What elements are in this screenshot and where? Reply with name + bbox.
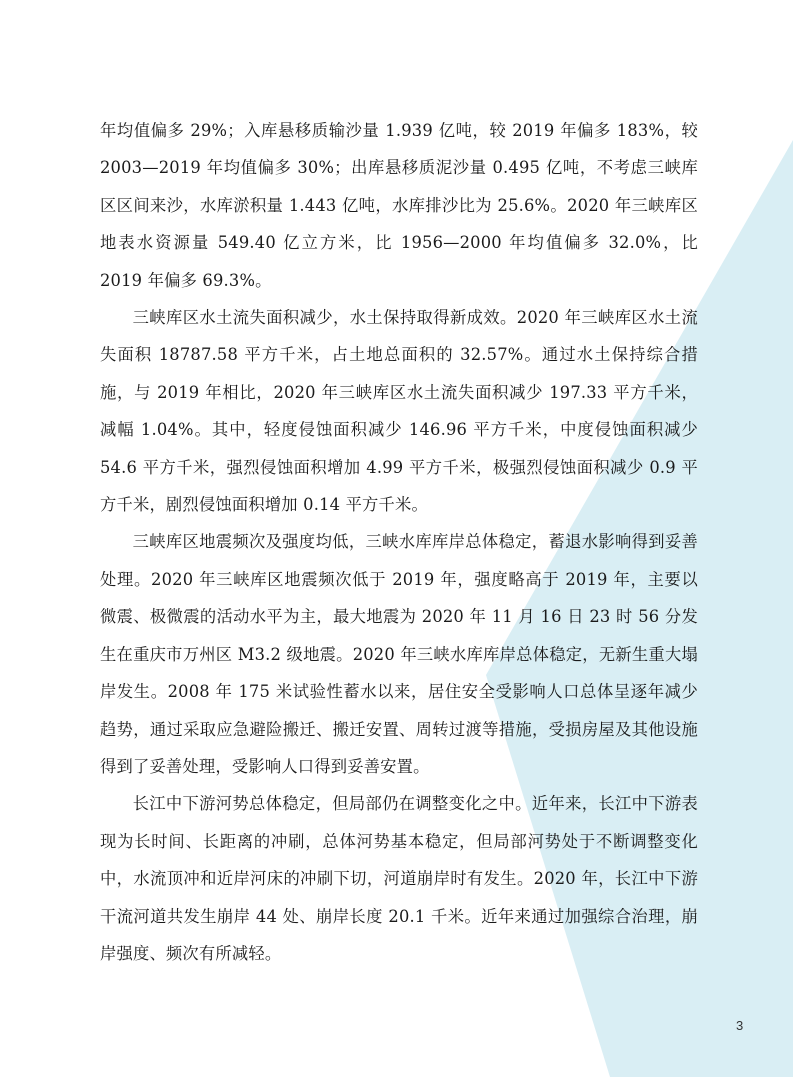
document-body [100,112,698,972]
paragraph-sediment-water-resources: 年均值偏多 29%；入库悬移质输沙量 1.939 亿吨，较 2019 年偏多 183%，较 2003—2019 年均值偏多 30%；出库悬移质泥沙量 0.495 亿吨，不考虑三峡库区区间来沙，水库淤积量 1.443 亿吨，水库排沙比为 25.6%。2020 年三峡库区地表水资源量 549.40 亿立方米，比 1956—2000 年均值偏多 32.0%，比 2019 年偏多 69.3%。 [100,121,698,290]
paragraph-river-regime: 长江中下游河势总体稳定，但局部仍在调整变化之中。近年来，长江中下游表现为长时间、长距离的冲刷，总体河势基本稳定，但局部河势处于不断调整变化中，水流顶冲和近岸河床的冲刷下切，河道崩岸时有发生。2020 年，长江中下游干流河道共发生崩岸 44 处、崩岸长度 20.1 千米。近年来通过加强综合治理，崩岸强度、频次有所减轻。 [100,794,698,963]
paragraph-earthquake-bank-stability: 三峡库区地震频次及强度均低，三峡水库库岸总体稳定，蓄退水影响得到妥善处理。2020 年三峡库区地震频次低于 2019 年，强度略高于 2019 年，主要以微震、极微震的活动水平为主，最大地震为 2020 年 11 月 16 日 23 时 56 分发生在重庆市万州区 M3.2 级地震。2020 年三峡水库库岸总体稳定，无新生重大塌岸发生。2008 年 175 米试验性蓄水以来，居住安全受影响人口总体呈逐年减少趋势，通过采取应急避险搬迁、搬迁安置、周转过渡等措施，受损房屋及其他设施得到了妥善处理，受影响人口得到妥善安置。 [100,532,698,776]
page-number: 3 [736,1018,744,1033]
paragraph-soil-erosion: 三峡库区水土流失面积减少，水土保持取得新成效。2020 年三峡库区水土流失面积 18787.58 平方千米，占土地总面积的 32.57%。通过水土保持综合措施，与 2019 年相比，2020 年三峡库区水土流失面积减少 197.33 平方千米，减幅 1.04%。其中，轻度侵蚀面积减少 146.96 平方千米，中度侵蚀面积减少 54.6 平方千米，强烈侵蚀面积增加 4.99 平方千米，极强烈侵蚀面积减少 0.9 平方千米，剧烈侵蚀面积增加 0.14 平方千米。 [100,308,698,515]
